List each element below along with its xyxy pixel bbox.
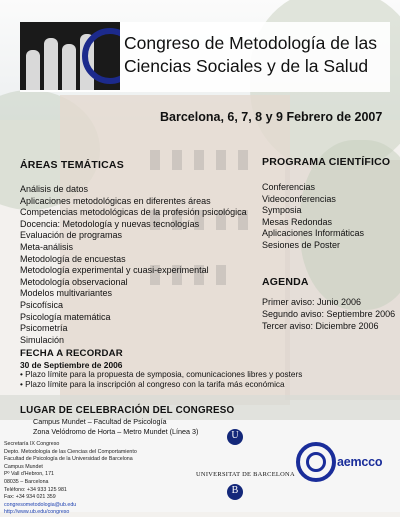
list-item: Metodología de encuestas [20,253,126,264]
list-item: Docencia: Metodología y nuevas tecnologías [20,218,200,229]
areas-heading: ÁREAS TEMÁTICAS [20,159,124,171]
list-item: Modelos multivariantes [20,288,113,299]
venue-list [33,417,198,436]
aemcco-text: aemcco [337,455,383,469]
programa-list [262,182,364,252]
deadline-list [20,370,302,390]
contact-block [4,441,137,517]
contact-line: Facultad de Psicología de la Universidad de Barcelona [4,456,133,463]
ub-name: UNIVERSITAT DE BARCELONA [196,471,295,478]
list-item: Primer aviso: Junio 2006 [262,297,362,307]
list-item: Psicometría [20,323,68,334]
contact-line: Fax: +34 934 021 359 [4,494,56,501]
venue-heading: LUGAR DE CELEBRACIÓN DEL CONGRESO [20,405,235,416]
contact-line: Pº Vall d'Hebron, 171 [4,471,54,478]
list-item: Simulación [20,334,65,345]
deadline-date: 30 de Septiembre de 2006 [20,360,123,370]
contact-line: Teléfono: +34 933 125 981 [4,486,67,493]
list-item: • Plazo límite para la inscripción al congreso con la tarifa más económica [20,380,285,389]
contact-line: 08035 – Barcelona [4,478,49,485]
title-line-1: Congreso de Metodología de las [124,33,377,53]
list-item: Análisis de datos [20,184,89,194]
list-item: Metodología experimental y cuasi-experimental [20,265,209,276]
contact-web-link[interactable]: http://www.ub.edu/congreso [4,509,70,516]
list-item: Evaluación de programas [20,230,123,241]
list-item: Symposia [262,205,302,216]
aemcco-logo [296,442,400,502]
list-item: Aplicaciones metodológicas en diferentes áreas [20,195,211,206]
programa-heading: PROGRAMA CIENTÍFICO [262,156,391,168]
list-item: Tercer aviso: Diciembre 2006 [262,320,379,331]
list-item: Meta-análisis [20,241,74,252]
list-item: Mesas Redondas [262,216,333,227]
list-item: Metodología observacional [20,276,128,287]
contact-line: Secretaría IX Congreso [4,441,60,447]
list-item: Zona Velódromo de Horta – Metro Mundet (Línea 3) [33,426,199,436]
aemcco-ring-icon [296,442,336,482]
list-item: Conferencias [262,182,316,192]
list-item: Campus Mundet – Facultad de Psicología [33,417,167,426]
contact-line: Depto. Metodología de las Ciencias del Comportamiento [4,448,137,455]
areas-list [20,184,247,346]
ub-letter-b: B [231,485,239,496]
contact-line: Campus Mundet [4,463,43,470]
congress-logo [20,22,120,90]
congress-title [124,32,394,78]
ub-letter-u: U [231,430,239,441]
list-item: Segundo aviso: Septiembre 2006 [262,308,396,319]
list-item: Sesiones de Poster [262,239,341,250]
contact-email-link[interactable]: congresometodologia@ub.edu [4,501,77,508]
list-item: Aplicaciones Informáticas [262,228,365,239]
congress-dates: Barcelona, 6, 7, 8 y 9 Febrero de 2007 [160,110,383,124]
agenda-list [262,297,395,332]
list-item: • Plazo límite para la propuesta de symposia, comunicaciones libres y posters [20,370,303,379]
list-item: Videoconferencias [262,193,336,204]
list-item: Psicología matemática [20,311,111,322]
fecha-heading: FECHA A RECORDAR [20,348,123,359]
ub-logo [196,427,295,507]
list-item: Psicofísica [20,299,64,310]
agenda-heading: AGENDA [262,276,309,288]
list-item: Competencias metodológicas de la profesión psicológica [20,207,247,218]
title-line-2: Ciencias Sociales y de la Salud [124,56,369,76]
